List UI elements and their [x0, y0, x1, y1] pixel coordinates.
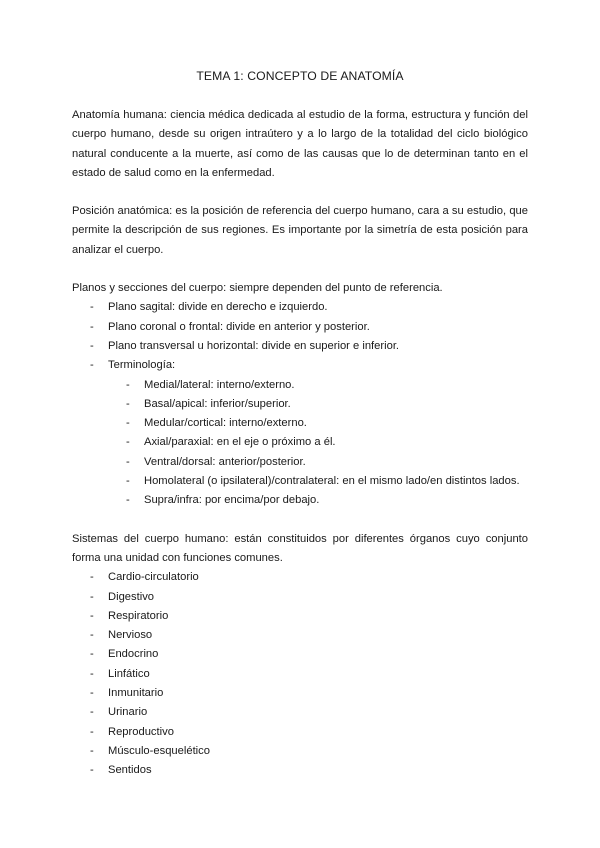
list-item: - Medial/lateral: interno/externo.: [126, 378, 295, 391]
document-body: [72, 106, 528, 781]
list-item: - Reproductivo: [90, 725, 174, 738]
paragraph-posicion-anatomica: Posición anatómica: es la posición de referencia del cuerpo humano, cara a su estudio, que permite la descripción de sus regiones. Es importante por la simetría de esta posición para analizar el cuerpo.: [72, 205, 528, 256]
paragraph-anatomia-humana: Anatomía humana: ciencia médica dedicada al estudio de la forma, estructura y función del cuerpo humano, desde su origen intraútero y a lo largo de la totalidad del ciclo biológico natural conducente a la muerte, así como de las causas que lo de determinan tanto en el estado de salud como en la enfermedad.: [72, 109, 528, 179]
sistemas-list: [72, 568, 528, 780]
list-item: - Plano sagital: divide en derecho e izquierdo.: [90, 301, 328, 314]
list-item: - Axial/paraxial: en el eje o próximo a él.: [126, 436, 336, 449]
list-item: - Sentidos: [90, 764, 152, 777]
list-item: - Linfático: [90, 667, 150, 680]
terminologia-list: [72, 376, 528, 511]
list-item: - Respiratorio: [90, 609, 169, 622]
list-item: - Urinario: [90, 706, 148, 719]
list-item: - Plano transversal u horizontal: divide en superior e inferior.: [90, 339, 400, 352]
list-item: - Ventral/dorsal: anterior/posterior.: [126, 455, 306, 468]
sistemas-intro: Sistemas del cuerpo humano: están constituidos por diferentes órganos cuyo conjunto forma una unidad con funciones comunes.: [72, 532, 528, 564]
list-item: - Músculo-esquelético: [90, 744, 210, 757]
list-item: - Terminología: - Medial/lateral: interno/externo. - Basal/apical: inferior/superior. - Medular/cortical: interno/externo. - Axial/paraxial: en el eje o próximo a él. - Ventral/dorsal: anterior/posterior. - Homolateral (o ipsilateral)/contralateral: en el mismo lado/en distintos lados. - Supra/infra: por encima/por debajo.: [72, 356, 528, 510]
planos-list: [72, 298, 528, 510]
page-title: TEMA 1: CONCEPTO DE ANATOMÍA: [196, 69, 404, 83]
list-item: - Plano coronal o frontal: divide en anterior y posterior.: [90, 320, 370, 333]
list-item: - Nervioso: [90, 629, 153, 642]
list-item: - Homolateral (o ipsilateral)/contralateral: en el mismo lado/en distintos lados.: [126, 475, 520, 488]
list-item: - Cardio-circulatorio: [90, 571, 199, 584]
planos-intro: Planos y secciones del cuerpo: siempre dependen del punto de referencia.: [72, 282, 443, 295]
list-item: - Medular/cortical: interno/externo.: [126, 417, 307, 430]
list-item: - Endocrino: [90, 648, 159, 661]
list-item: - Digestivo: [90, 590, 155, 603]
list-item: - Inmunitario: [90, 687, 164, 700]
list-item: - Basal/apical: inferior/superior.: [126, 397, 291, 410]
list-item: - Supra/infra: por encima/por debajo.: [126, 494, 320, 507]
